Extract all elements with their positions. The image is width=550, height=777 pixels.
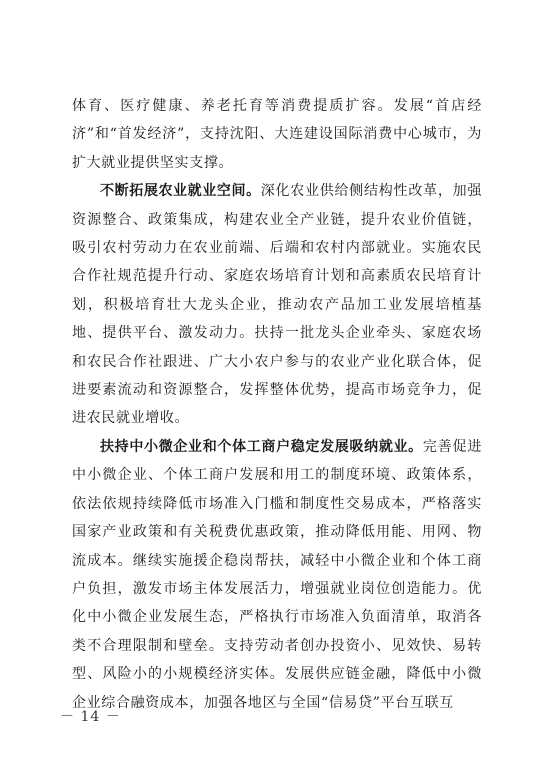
paragraph-agriculture-employment (72, 177, 482, 433)
paragraph-text: 完善促进中小微企业、个体工商户发展和用工的制度环境、政策体系，依法依规持续降低市场准入门槛和制度性交易成本，严格落实国家产业政策和有关税费优惠政策，推动降低用能、用网、物流成本。继续实施援企稳岗帮扶，减轻中小微企业和个体工商户负担，激发市场主体发展活力，增强就业岗位创造能力。优化中小微企业发展生态，严格执行市场准入负面清单，取消各类不合理限制和壁垒。支持劳动者创办投资小、见效快、易转型、风险小的小规模经济实体。发展供应链金融，降低中小微企业综合融资成本，加强各地区与全国“信易贷”平台互联互 (72, 438, 483, 711)
paragraph-lead: 扶持中小微企业和个体工商户稳定发展吸纳就业。 (100, 438, 423, 455)
paragraph-lead: 不断拓展农业就业空间。 (100, 183, 261, 200)
page-number: － 14 － (60, 709, 121, 725)
paragraph-consumption-continued (72, 92, 482, 177)
paragraph-small-business-employment (72, 433, 482, 717)
paragraph-text: 深化农业供给侧结构性改革，加强资源整合、政策集成，构建农业全产业链，提升农业价值链，吸引农村劳动力在农业前端、后端和农村内部就业。实施农民合作社规范提升行动、家庭农场培育计划和高素质农民培育计划，积极培育壮大龙头企业，推动农产品加工业发展培植基地、提供平台、激发动力。扶持一批龙头企业牵头、家庭农场和农民合作社跟进、广大小农户参与的农业产业化联合体，促进要素流动和资源整合，发挥整体优势，提高市场竞争力，促进农民就业增收。 (72, 183, 483, 427)
paragraph-text: 体育、医疗健康、养老托育等消费提质扩容。发展“首店经济”和“首发经济”，支持沈阳、大连建设国际消费中心城市，为扩大就业提供坚实支撑。 (72, 98, 482, 171)
body-text (72, 92, 482, 717)
